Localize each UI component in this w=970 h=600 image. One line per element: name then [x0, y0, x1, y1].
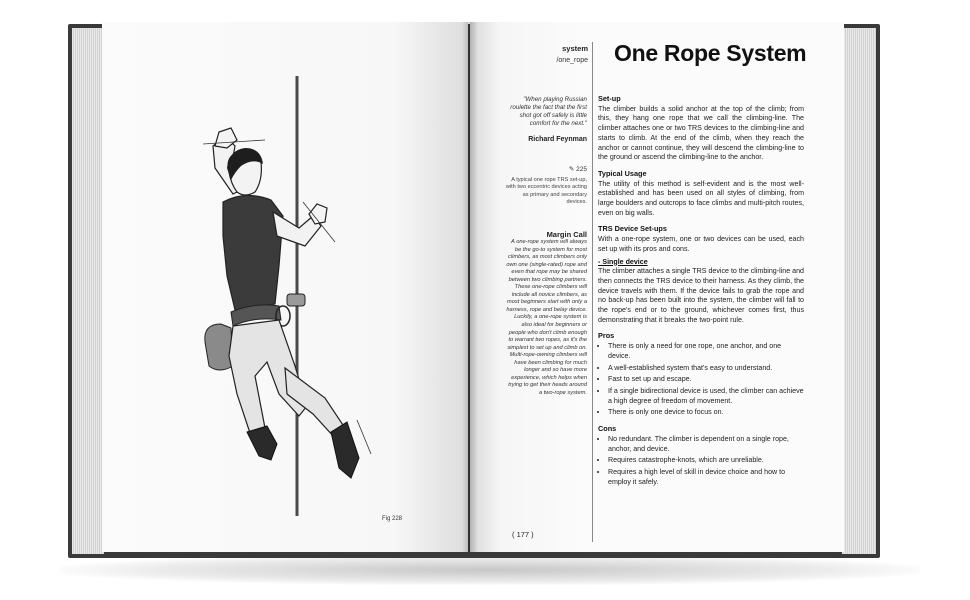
setup-heading: Set-up [598, 94, 621, 103]
page-stack-left [72, 28, 104, 554]
list-item: • There is only a need for one rope, one anchor, and one device. [608, 342, 804, 361]
list-item: • If a single bidirectional device is used, the climber can achieve a high degree of freedom of movement. [608, 387, 804, 406]
cons-list [598, 435, 804, 488]
pencil-icon: ✎ [568, 166, 575, 173]
page-stack-right [842, 28, 876, 554]
figure-caption: A typical one rope TRS set-up, with two eccentric devices acting as primary and secondary devices. [505, 177, 587, 206]
page-title: One Rope System [614, 40, 807, 66]
setup-text: The climber builds a solid anchor at the top of the climb; from this, they hang one rope that we call the climbing-line. The climber attaches one or two TRS devices to the climbing-line and starts to climb. At the end of the climb, when they reach the anchor or cannot continue, they will descend the climbing-line to the ground or ascend the climbing-line to the anchor. [598, 104, 804, 162]
page-number: ( 177 ) [512, 530, 534, 539]
single-device-text: The climber attaches a single TRS device to the climbing-line and then connects the TRS device to their harness. As they climb, the device travels with them. If the device fails to grab the rope and no back-up has been built into the system, the climber will fall to the rope's end or to the ground, whichever comes first, thus demonstrating that it breaks the two-point rule. [598, 267, 804, 324]
book-shadow [60, 555, 920, 585]
quote-author: Richard Feynman [528, 136, 587, 143]
system-path: /one_rope [556, 57, 588, 64]
pros-list [598, 342, 804, 418]
single-device-heading: - Single device [598, 257, 648, 266]
pros-heading: Pros [598, 331, 615, 341]
list-item: • Requires catastrophe-knots, which are unreliable. [608, 456, 804, 466]
margin-call-body: A one-rope system will always be the go-to system for most climbers, as most climbers only own one (single-rated) rope and even that rope may be shared between two climbing partners. These one-rope climbers will include all novice climbers, as most beginners start with only a harness, rope and belay device. Luckily, a one-rope system is also ideal for beginners or people who don't climb enough to warrant two ropes, as it's the simplest to set up and climb on. Multi-rope-owning climbers will have been climbing for much longer and so have more experience, which helps when trying to get their heads around a two-rope system. [506, 239, 587, 396]
list-item: • Requires a high level of skill in device choice and how to employ it safely. [608, 468, 804, 487]
usage-text: The utility of this method is self-evident and is the most well-established and has been used on all styles of climbing, from large boulders and outcrops to face climbs and multi-pitch routes, even on big walls. [598, 179, 804, 217]
trs-heading: TRS Device Set-ups [598, 224, 667, 234]
system-label: system [562, 44, 588, 53]
margin-quote: "When playing Russian roulette the fact that the first shot got off safely is little comfort for the next." [510, 96, 587, 127]
figure-reference-number: 225 [576, 166, 587, 173]
main-body-text [598, 94, 804, 489]
figure-reference [505, 165, 587, 173]
climber-illustration [175, 76, 405, 516]
trs-text: With a one-rope system, one or two devices can be used, each set up with its pros and cons. [598, 235, 804, 253]
list-item: • A well-established system that's easy to understand. [608, 364, 804, 374]
column-divider [592, 42, 593, 542]
usage-heading: Typical Usage [598, 168, 647, 178]
margin-call-title: Margin Call [546, 230, 587, 239]
list-item: • No redundant. The climber is dependent on a single rope, anchor, and device. [608, 435, 804, 454]
figure-label: Fig 228 [382, 516, 403, 522]
cons-heading: Cons [598, 424, 617, 434]
list-item: • There is only one device to focus on. [608, 408, 804, 418]
book-gutter [462, 22, 478, 552]
list-item: • Fast to set up and escape. [608, 375, 804, 385]
